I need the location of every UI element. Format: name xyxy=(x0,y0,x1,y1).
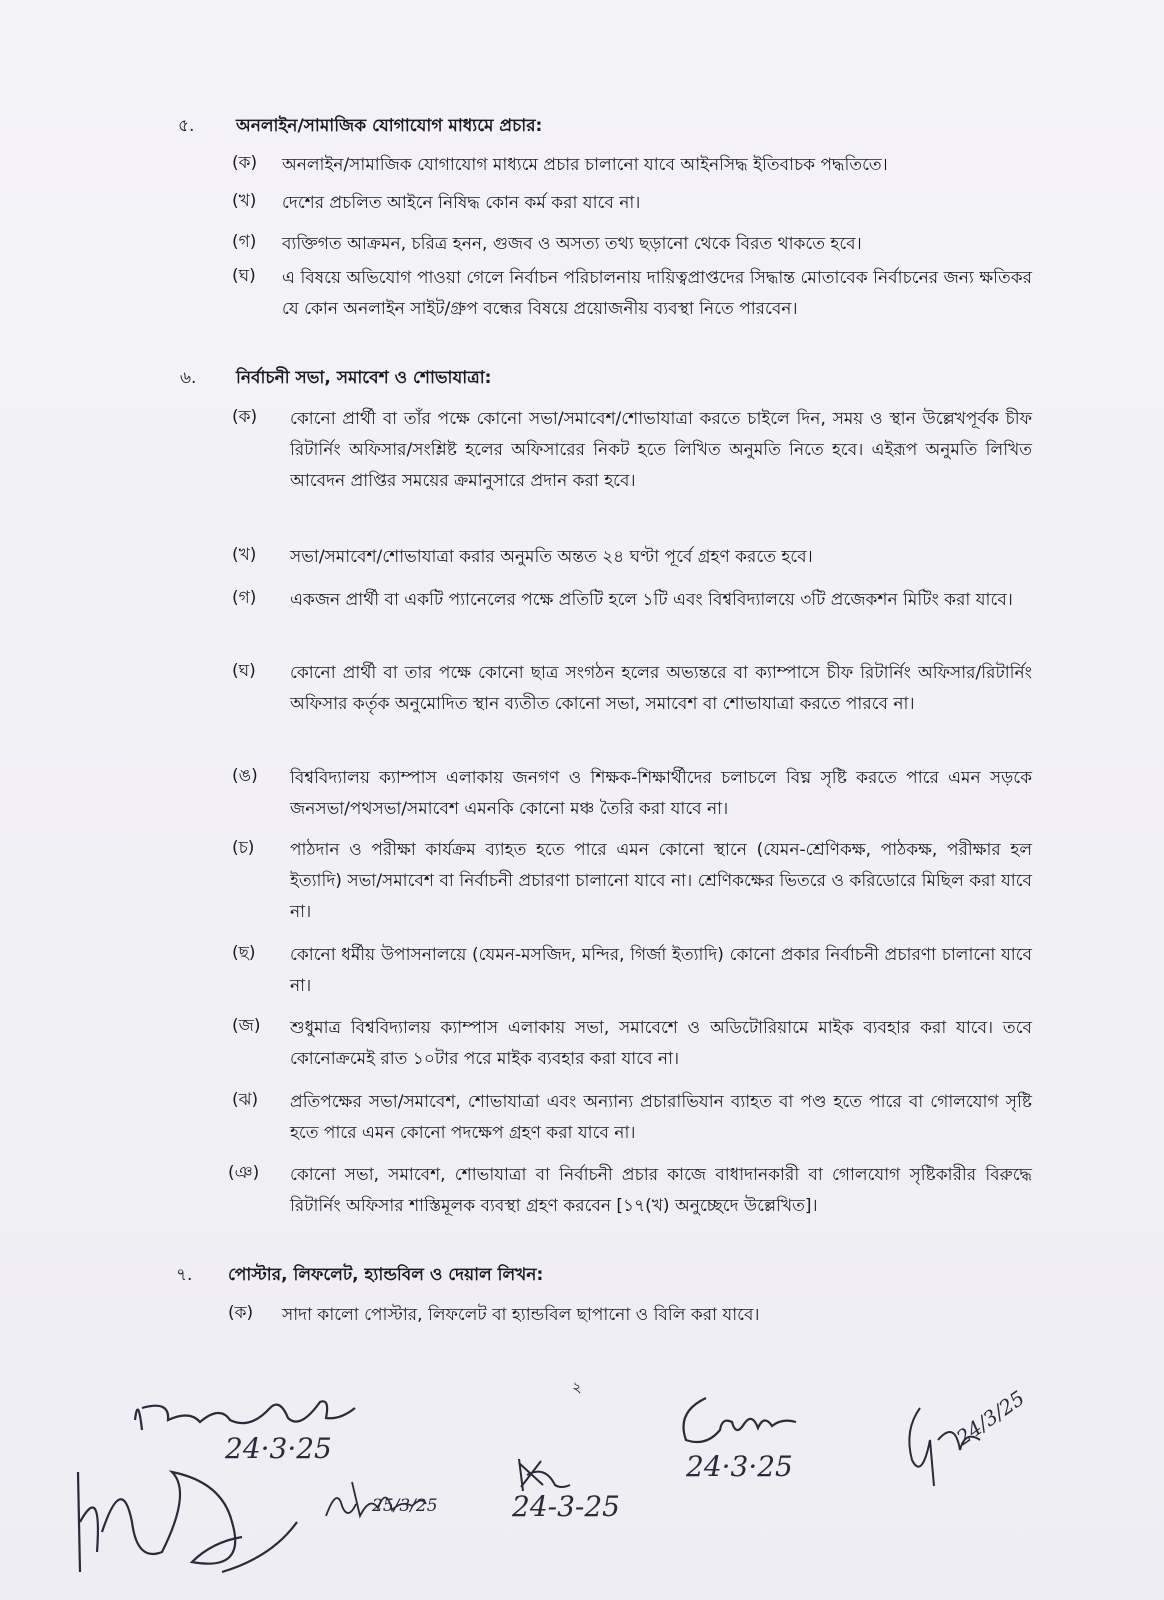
item-marker: (ঘ) xyxy=(232,661,256,681)
list-item xyxy=(232,150,1032,182)
item-marker: (ছ) xyxy=(232,943,256,963)
item-text: বিশ্ববিদ্যালয় ক্যাম্পাস এলাকায় জনগণ ও শিক্ষক-শিক্ষার্থীদের চলাচলে বিঘ্ন সৃষ্টি করতে পারে এমন সড়কে জনসভা/পথসভা/সমাবেশ এমনকি কোনো মঞ্চ তৈরি করা যাবে না। xyxy=(290,768,1032,819)
signature-4-date: 24-3-25 xyxy=(512,1490,620,1523)
handwritten-signature-2 xyxy=(72,1462,312,1582)
item-marker: (ঞ) xyxy=(228,1163,260,1183)
signature-5 xyxy=(676,1392,806,1456)
signature-1-date: 24·3·25 xyxy=(225,1432,332,1465)
signature-6-date: 24/3/25 xyxy=(952,1385,1029,1450)
list-item xyxy=(232,404,1032,529)
item-marker: (চ) xyxy=(232,838,255,858)
item-text: কোনো ধর্মীয় উপাসনালয়ে (যেমন-মসজিদ, মন্দির, গির্জা ইত্যাদি) কোনো প্রকার নির্বাচনী প্রচারণা চালানো যাবে না। xyxy=(290,945,1032,996)
signature-3-date: 25/3/25 xyxy=(372,1496,438,1516)
item-marker: (গ) xyxy=(232,232,257,252)
list-item xyxy=(228,1300,1028,1332)
section-7-number: ৭. xyxy=(176,1265,193,1285)
item-marker: (ক) xyxy=(232,153,258,173)
item-text: পাঠদান ও পরীক্ষা কার্যক্রম ব্যাহত হতে পারে এমন কোনো স্থানে (যেমন-শ্রেণিকক্ষ, পাঠকক্ষ, পরীক্ষার হল ইত্যাদি) সভা/সমাবেশ বা নির্বাচনী প্রচারণা চালানো যাবে না। শ্রেণিকক্ষের ভিতরে ও করিডোরে মিছিল করা যাবে না। xyxy=(290,840,1032,922)
item-text: প্রতিপক্ষের সভা/সমাবেশ, শোভাযাত্রা এবং অন্যান্য প্রচারাভিযান ব্যাহত বা পণ্ড হতে পারে বা গোলযোগ সৃষ্টি হতে পারে এমন কোনো পদক্ষেপ গ্রহণ করা যাবে না। xyxy=(290,1092,1032,1143)
list-item xyxy=(232,658,1032,754)
item-text: অনলাইন/সামাজিক যোগাযোগ মাধ্যমে প্রচার চালানো যাবে আইনসিদ্ধ ইতিবাচক পদ্ধতিতে। xyxy=(282,155,888,175)
section-5-heading: অনলাইন/সামাজিক যোগাযোগ মাধ্যমে প্রচার: xyxy=(236,116,543,136)
page-number: ২ xyxy=(572,1378,582,1396)
handwritten-signature-5 xyxy=(676,1392,806,1452)
item-text: ব্যক্তিগত আক্রমন, চরিত্র হনন, গুজব ও অসত্য তথ্য ছড়ানো থেকে বিরত থাকতে হবে। xyxy=(282,234,862,254)
item-text: দেশের প্রচলিত আইনে নিষিদ্ধ কোন কর্ম করা যাবে না। xyxy=(282,193,641,213)
list-item xyxy=(232,585,1032,649)
handwritten-signature-4 xyxy=(515,1455,575,1495)
list-item xyxy=(232,542,1032,574)
section-7-heading: পোস্টার, লিফলেট, হ্যান্ডবিল ও দেয়াল লিখন: xyxy=(228,1265,544,1285)
item-marker: (খ) xyxy=(232,191,257,211)
item-text: কোনো সভা, সমাবেশ, শোভাযাত্রা বা নির্বাচনী প্রচার কাজে বাধাদানকারী বা গোলযোগ সৃষ্টিকারীর বিরুদ্ধে রিটার্নিং অফিসার শাস্তিমূলক ব্যবস্থা গ্রহণ করবেন [১৭(খ) অনুচ্ছেদে উল্লেখিত]। xyxy=(290,1165,1032,1216)
item-marker: (গ) xyxy=(232,588,257,608)
item-marker: (ক) xyxy=(228,1303,254,1323)
item-text: কোনো প্রার্থী বা তার পক্ষে কোনো ছাত্র সংগঠন হলের অভ্যন্তরে বা ক্যাম্পাসে চীফ রিটার্নিং অফিসার/রিটার্নিং অফিসার কর্তৃক অনুমোদিত স্থান ব্যতীত কোনো সভা, সমাবেশ বা শোভাযাত্রা করতে পারবে না। xyxy=(290,663,1032,714)
list-item xyxy=(228,1160,1032,1256)
list-item xyxy=(232,188,1032,220)
list-item xyxy=(232,1013,1032,1077)
item-text: কোনো প্রার্থী বা তাঁর পক্ষে কোনো সভা/সমাবেশ/শোভাযাত্রা করতে চাইলে দিন, সময় ও স্থান উল্লেখপূর্বক চীফ রিটার্নিং অফিসার/সংশ্লিষ্ট হলের অফিসারের নিকট হতে লিখিত অনুমতি নিতে হবে। এইরূপ অনুমতি লিখিত আবেদন প্রাপ্তির সময়ের ক্রমানুসারে প্রদান করা হবে। xyxy=(290,409,1032,491)
item-text: সভা/সমাবেশ/শোভাযাত্রা করার অনুমতি অন্তত ২৪ ঘণ্টা পূর্বে গ্রহণ করতে হবে। xyxy=(290,547,813,567)
section-5-number: ৫. xyxy=(178,116,195,136)
list-item xyxy=(232,1087,1032,1151)
list-item xyxy=(232,763,1032,827)
list-item xyxy=(232,229,1032,261)
signature-2 xyxy=(72,1462,312,1586)
section-6-heading: নির্বাচনী সভা, সমাবেশ ও শোভাযাত্রা: xyxy=(236,368,492,388)
item-marker: (খ) xyxy=(232,545,257,565)
item-marker: (ক) xyxy=(232,407,258,427)
signature-5-date: 24·3·25 xyxy=(686,1450,793,1483)
item-marker: (জ) xyxy=(232,1016,261,1036)
item-marker: (ঝ) xyxy=(232,1090,259,1110)
list-item xyxy=(232,940,1032,1004)
item-marker: (ঙ) xyxy=(232,766,258,786)
list-item xyxy=(232,835,1032,931)
item-text: সাদা কালো পোস্টার, লিফলেট বা হ্যান্ডবিল ছাপানো ও বিলি করা যাবে। xyxy=(282,1305,760,1325)
item-text: এ বিষয়ে অভিযোগ পাওয়া গেলে নির্বাচন পরিচালনায় দায়িত্বপ্রাপ্তদের সিদ্ধান্ত মোতাবেক নির্বাচনের জন্য ক্ষতিকর যে কোন অনলাইন সাইট/গ্রুপ বন্ধের বিষয়ে প্রয়োজনীয় ব্যবস্থা নিতে পারবেন। xyxy=(282,268,1032,319)
list-item xyxy=(232,263,1032,359)
item-text: শুধুমাত্র বিশ্ববিদ্যালয় ক্যাম্পাস এলাকায় সভা, সমাবেশে ও অডিটোরিয়ামে মাইক ব্যবহার করা যাবে। তবে কোনোক্রমেই রাত ১০টার পরে মাইক ব্যবহার করা যাবে না। xyxy=(290,1018,1032,1069)
section-6-number: ৬. xyxy=(180,368,197,388)
item-marker: (ঘ) xyxy=(232,266,256,286)
item-text: একজন প্রার্থী বা একটি প্যানেলের পক্ষে প্রতিটি হলে ১টি এবং বিশ্ববিদ্যালয়ে ৩টি প্রজেকশন মিটিং করা যাবে। xyxy=(290,590,1013,610)
